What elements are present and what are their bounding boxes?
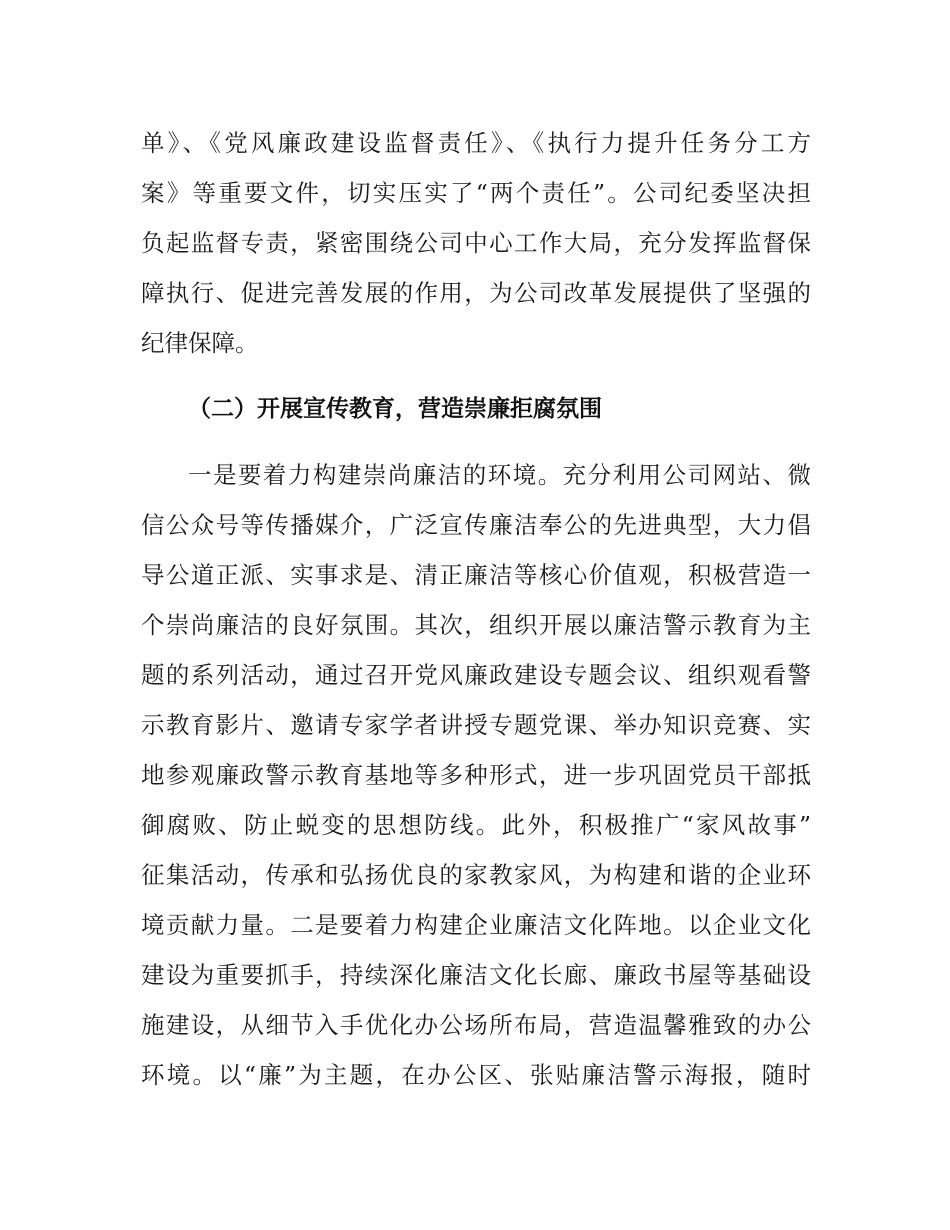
paragraph-2-line-5: 题的系列活动，通过召开党风廉政建设专题会议、组织观看警: [141, 661, 811, 689]
paragraph-2-line-11: 建设为重要抓手，持续深化廉洁文化长廊、廉政书屋等基础设: [141, 961, 811, 989]
paragraph-2-line-12: 施建设，从细节入手优化办公场所布局，营造温馨雅致的办公: [141, 1011, 811, 1039]
paragraph-2-line-6: 示教育影片、邀请专家学者讲授专题党课、举办知识竞赛、实: [141, 711, 811, 739]
paragraph-2-line-7: 地参观廉政警示教育基地等多种形式，进一步巩固党员干部抵: [141, 761, 811, 789]
paragraph-2-line-4: 个崇尚廉洁的良好氛围。其次，组织开展以廉洁警示教育为主: [141, 611, 811, 639]
paragraph-2-line-2: 信公众号等传播媒介，广泛宣传廉洁奉公的先进典型，大力倡: [141, 511, 811, 539]
paragraph-2-line-9: 征集活动，传承和弘扬优良的家教家风，为构建和谐的企业环: [141, 861, 811, 889]
paragraph-1-line-1: 单》、《党风廉政建设监督责任》、《执行力提升任务分工方: [141, 129, 811, 157]
paragraph-2-line-3: 导公道正派、实事求是、清正廉洁等核心价值观，积极营造一: [141, 561, 811, 589]
paragraph-1-line-4: 障执行、促进完善发展的作用，为公司改革发展提供了坚强的: [141, 279, 811, 307]
paragraph-2-line-13: 环境。以“廉”为主题，在办公区、张贴廉洁警示海报，随时: [141, 1061, 811, 1089]
paragraph-2-line-8: 御腐败、防止蜕变的思想防线。此外，积极推广“家风故事”: [141, 811, 811, 839]
paragraph-1-line-2: 案》等重要文件，切实压实了“两个责任”。公司纪委坚决担: [141, 179, 811, 207]
paragraph-1-line-5: 纪律保障。: [141, 329, 259, 357]
paragraph-2-line-1: 一是要着力构建崇尚廉洁的环境。充分利用公司网站、微: [188, 461, 811, 489]
section-heading: （二）开展宣传教育，营造崇廉拒腐氛围: [188, 396, 602, 422]
paragraph-2-line-10: 境贡献力量。二是要着力构建企业廉洁文化阵地。以企业文化: [141, 911, 811, 939]
paragraph-1-line-3: 负起监督专责，紧密围绕公司中心工作大局，充分发挥监督保: [141, 229, 811, 257]
